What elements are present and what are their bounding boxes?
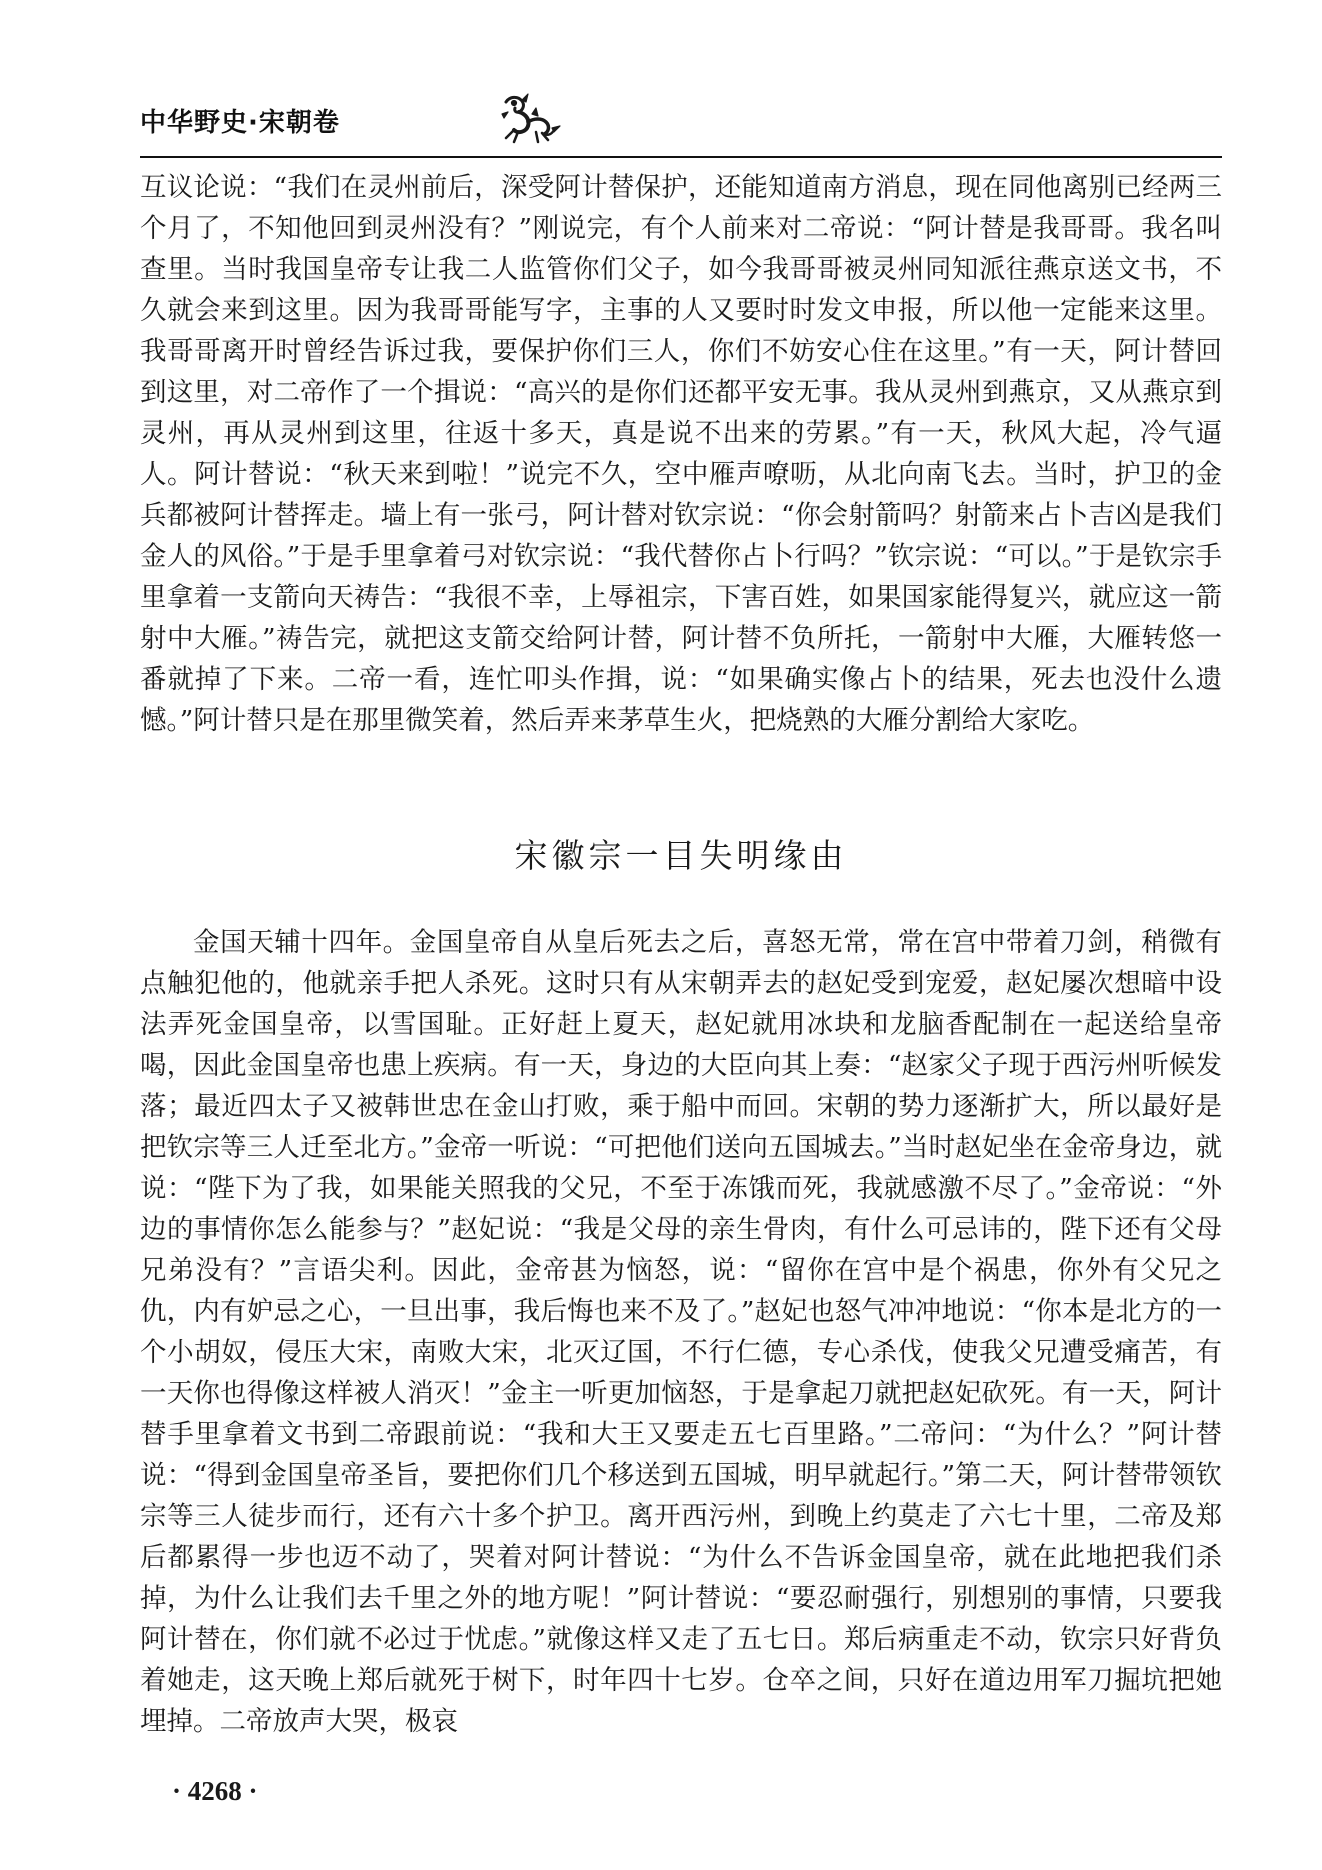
dragon-emblem-icon (492, 92, 564, 148)
header-rule (140, 156, 1222, 158)
header-title: 中华野史·宋朝卷 (140, 108, 340, 138)
section-title: 宋徽宗一目失明缘由 (514, 836, 848, 875)
running-header (140, 92, 1220, 152)
body-paragraph: 互议论说：“我们在灵州前后，深受阿计替保护，还能知道南方消息，现在同他离别已经两三个月了，不知他回到灵州没有？”刚说完，有个人前来对二帝说：“阿计替是我哥哥。我名叫查里。当时我国皇帝专让我二人监管你们父子，如今我哥哥被灵州同知派往燕京送文书，不久就会来到这里。因为我哥哥能写字，主事的人又要时时发文申报，所以他一定能来这里。我哥哥离开时曾经告诉过我，要保护你们三人，你们不妨安心住在这里。”有一天，阿计替回到这里，对二帝作了一个揖说：“高兴的是你们还都平安无事。我从灵州到燕京，又从燕京到灵州，再从灵州到这里，往返十多天，真是说不出来的劳累。”有一天，秋风大起，冷气逼人。阿计替说：“秋天来到啦！”说完不久，空中雁声嘹呖，从北向南飞去。当时，护卫的金兵都被阿计替挥走。墙上有一张弓，阿计替对钦宗说：“你会射箭吗？射箭来占卜吉凶是我们金人的风俗。”于是手里拿着弓对钦宗说：“我代替你占卜行吗？”钦宗说：“可以。”于是钦宗手里拿着一支箭向天祷告：“我很不幸，上辱祖宗，下害百姓，如果国家能得复兴，就应这一箭射中大雁。”祷告完，就把这支箭交给阿计替，阿计替不负所托，一箭射中大雁，大雁转悠一番就掉了下来。二帝一看，连忙叩头作揖，说：“如果确实像占卜的结果，死去也没什么遗憾。”阿计替只是在那里微笑着，然后弄来茅草生火，把烧熟的大雁分割给大家吃。 (140, 172, 1222, 736)
body-paragraph: 金国天辅十四年。金国皇帝自从皇后死去之后，喜怒无常，常在宫中带着刀剑，稍微有点触犯他的，他就亲手把人杀死。这时只有从宋朝弄去的赵妃受到宠爱，赵妃屡次想暗中设法弄死金国皇帝，以雪国耻。正好赶上夏天，赵妃就用冰块和龙脑香配制在一起送给皇帝喝，因此金国皇帝也患上疾病。有一天，身边的大臣向其上奏：“赵家父子现于西污州听候发落；最近四太子又被韩世忠在金山打败，乘于船中而回。宋朝的势力逐渐扩大，所以最好是把钦宗等三人迁至北方。”金帝一听说：“可把他们送向五国城去。”当时赵妃坐在金帝身边，就说：“陛下为了我，如果能关照我的父兄，不至于冻饿而死，我就感激不尽了。”金帝说：“外边的事情你怎么能参与？”赵妃说：“我是父母的亲生骨肉，有什么可忌讳的，陛下还有父母兄弟没有？”言语尖利。因此，金帝甚为恼怒，说：“留你在宫中是个祸患，你外有父兄之仇，内有妒忌之心，一旦出事，我后悔也来不及了。”赵妃也怒气冲冲地说：“你本是北方的一个小胡奴，侵压大宋，南败大宋，北灭辽国，不行仁德，专心杀伐，使我父兄遭受痛苦，有一天你也得像这样被人消灭！”金主一听更加恼怒，于是拿起刀就把赵妃砍死。有一天，阿计替手里拿着文书到二帝跟前说：“我和大王又要走五七百里路。”二帝问：“为什么？”阿计替说：“得到金国皇帝圣旨，要把你们几个移送到五国城，明早就起行。”第二天，阿计替带领钦宗等三人徒步而行，还有六十多个护卫。离开西污州，到晚上约莫走了六七十里，二帝及郑后都累得一步也迈不动了，哭着对阿计替说：“为什么不告诉金国皇帝，就在此地把我们杀掉，为什么让我们去千里之外的地方呢！”阿计替说：“要忍耐强行，别想别的事情，只要我阿计替在，你们就不必过于忧虑。”就像这样又走了五七日。郑后病重走不动，钦宗只好背负着她走，这天晚上郑后就死于树下，时年四十七岁。仓卒之间，只好在道边用军刀掘坑把她埋掉。二帝放声大哭，极哀 (140, 927, 1222, 1737)
page-number: · 4268 · (172, 1776, 258, 1806)
